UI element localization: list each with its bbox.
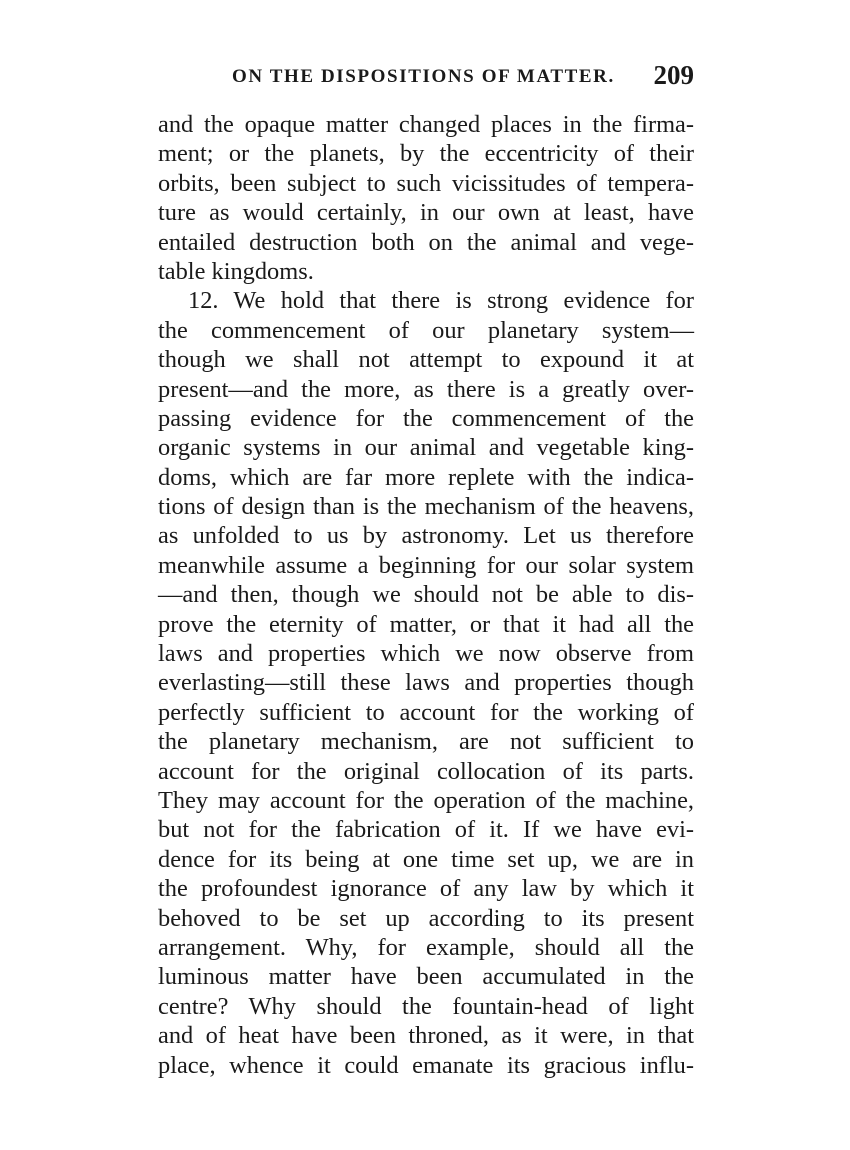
text-line: ture as would certainly, in our own at least, have [158, 199, 694, 227]
text-line: —and then, though we should not be able to dis- [158, 581, 694, 609]
text-line: centre? Why should the fountain-head of light [158, 992, 694, 1020]
text-line: though we shall not attempt to expound it at [158, 346, 694, 374]
text-line: as unfolded to us by astronomy. Let us therefore [158, 522, 694, 550]
text-line: present—and the more, as there is a greatly over- [158, 375, 694, 403]
text-line: the planetary mechanism, are not sufficient to [158, 728, 694, 756]
text-line: passing evidence for the commencement of the [158, 404, 694, 432]
running-title: ON THE DISPOSITIONS OF MATTER. [232, 66, 615, 87]
text-line: orbits, been subject to such vicissitudes of tempera- [158, 169, 694, 197]
text-line: tions of design than is the mechanism of the heavens, [158, 493, 694, 521]
text-line: laws and properties which we now observe from [158, 640, 694, 668]
text-line: doms, which are far more replete with the indica- [158, 463, 694, 491]
text-line: place, whence it could emanate its gracious influ- [158, 1051, 694, 1079]
text-line: table kingdoms. [158, 257, 314, 285]
paragraph-2 [158, 286, 694, 1080]
page-number: 209 [653, 60, 694, 90]
text-line: account for the original collocation of its parts. [158, 757, 694, 785]
text-line: meanwhile assume a beginning for our solar system [158, 551, 694, 579]
text-line: dence for its being at one time set up, we are in [158, 845, 694, 873]
text-line: but not for the fabrication of it. If we have evi- [158, 816, 694, 844]
text-line: They may account for the operation of the machine, [158, 786, 694, 814]
text-line: prove the eternity of matter, or that it had all the [158, 610, 694, 638]
text-line: ment; or the planets, by the eccentricity of their [158, 140, 694, 168]
text-line: and of heat have been throned, as it were, in that [158, 1022, 694, 1050]
text-line: arrangement. Why, for example, should all the [158, 933, 694, 961]
text-line: and the opaque matter changed places in the firma- [158, 111, 694, 138]
text-line: 12. We hold that there is strong evidence for [188, 287, 694, 315]
running-head [160, 58, 694, 94]
text-line: perfectly sufficient to account for the working of [158, 698, 694, 726]
text-line: everlasting—still these laws and properties though [158, 669, 694, 697]
text-line: organic systems in our animal and vegetable king- [158, 434, 694, 462]
body-text [158, 110, 694, 1080]
text-line: entailed destruction both on the animal and vege- [158, 228, 694, 256]
text-line: the profoundest ignorance of any law by which it [158, 875, 694, 903]
text-line: luminous matter have been accumulated in the [158, 963, 694, 991]
text-line: the commencement of our planetary system— [158, 316, 694, 344]
text-line: behoved to be set up according to its present [158, 904, 694, 932]
paragraph-1 [158, 110, 694, 286]
